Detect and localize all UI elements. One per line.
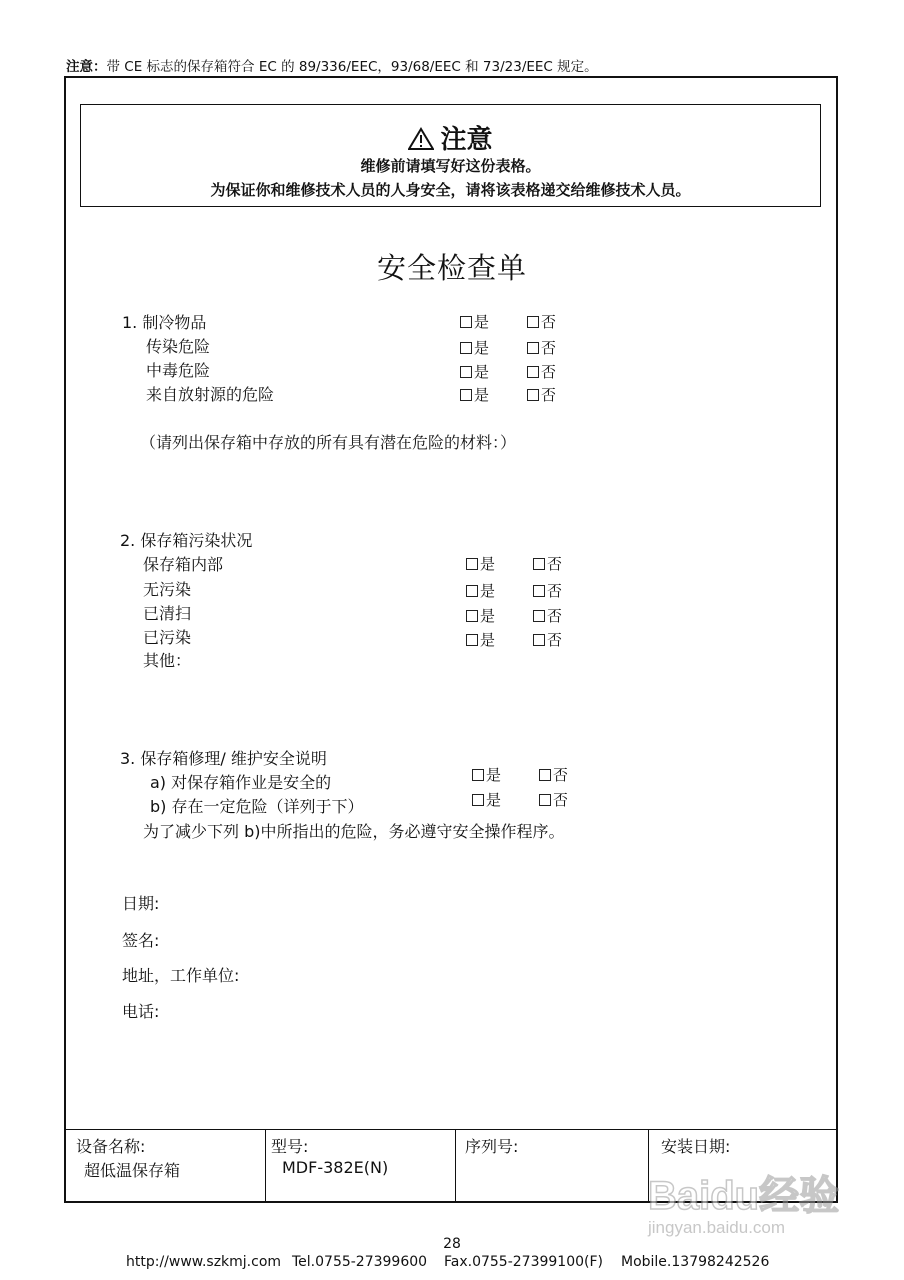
s2-yes-1[interactable]: 是	[466, 580, 495, 601]
s3-no-b[interactable]: 否	[539, 789, 568, 810]
section1-item-poison: 中毒危险	[146, 361, 211, 380]
device-name-label: 设备名称:	[76, 1137, 146, 1156]
serial-label[interactable]: 序列号:	[465, 1137, 519, 1156]
s1-yes-3[interactable]: 是	[460, 384, 489, 405]
s3-yes-a[interactable]: 是	[472, 764, 501, 785]
checkbox-icon	[466, 585, 478, 597]
checkbox-icon	[533, 610, 545, 622]
address-field[interactable]: 地址，工作单位:	[122, 966, 240, 985]
checkbox-icon	[539, 794, 551, 806]
top-note-text: 带 CE 标志的保存箱符合 EC 的 89/336/EEC，93/68/EEC 和 73/23/EEC 规定。	[106, 59, 598, 75]
checkbox-icon	[460, 342, 472, 354]
checkbox-icon	[466, 634, 478, 646]
s2-yes-2[interactable]: 是	[466, 605, 495, 626]
warning-title-row	[81, 119, 820, 156]
checkbox-icon	[533, 585, 545, 597]
s3-no-a[interactable]: 否	[539, 764, 568, 785]
checkbox-icon	[539, 769, 551, 781]
section3-note: 为了减少下列 b)中所指出的危险，务必遵守安全操作程序。	[143, 822, 565, 841]
checkbox-icon	[527, 366, 539, 378]
section2-item-clean: 无污染	[143, 580, 192, 599]
warning-box	[80, 104, 821, 207]
contact-tel: Tel.0755-27399600	[292, 1254, 428, 1270]
model-label: 型号:	[271, 1137, 309, 1156]
checkbox-icon	[533, 634, 545, 646]
s2-yes-3[interactable]: 是	[466, 629, 495, 650]
section2-other: 其他：	[143, 651, 192, 670]
s2-no-3[interactable]: 否	[533, 629, 562, 650]
s2-no-0[interactable]: 否	[533, 553, 562, 574]
warning-triangle-icon	[408, 127, 434, 151]
section1-heading: 1. 制冷物品	[122, 313, 207, 332]
checkbox-icon	[527, 316, 539, 328]
warning-title: 注意	[440, 125, 493, 155]
checkbox-icon	[472, 794, 484, 806]
phone-field[interactable]: 电话:	[122, 1002, 160, 1021]
s3-yes-b[interactable]: 是	[472, 789, 501, 810]
page-number: 28	[443, 1236, 461, 1252]
table-divider	[455, 1130, 456, 1203]
checkbox-icon	[466, 610, 478, 622]
contact-fax: Fax.0755-27399100(F)	[444, 1254, 603, 1270]
section2-item-cleaned: 已清扫	[143, 604, 192, 623]
date-field[interactable]: 日期:	[122, 894, 160, 913]
checkbox-icon	[460, 366, 472, 378]
section1-item-radiation: 来自放射源的危险	[146, 385, 275, 404]
s1-yes-2[interactable]: 是	[460, 361, 489, 382]
section3-item-a: a) 对保存箱作业是安全的	[150, 773, 332, 792]
top-note-label: 注意：	[66, 59, 107, 75]
s1-no-1[interactable]: 否	[527, 337, 556, 358]
warning-line-2: 为保证你和维修技术人员的人身安全，请将该表格递交给维修技术人员。	[210, 181, 691, 199]
install-date-label[interactable]: 安装日期:	[661, 1137, 731, 1156]
checkbox-icon	[460, 389, 472, 401]
section2-item-contaminated: 已污染	[143, 628, 192, 647]
s2-yes-0[interactable]: 是	[466, 553, 495, 574]
s1-no-3[interactable]: 否	[527, 384, 556, 405]
checkbox-icon	[527, 389, 539, 401]
checkbox-icon	[460, 316, 472, 328]
top-note	[66, 55, 598, 75]
form-title: 安全检查单	[376, 251, 527, 285]
section2-heading: 2. 保存箱污染状况	[120, 531, 253, 550]
signature-field[interactable]: 签名:	[122, 931, 160, 950]
watermark-url: jingyan.baidu.com	[648, 1218, 786, 1237]
contact-mobile: Mobile.13798242526	[621, 1254, 770, 1270]
checkbox-icon	[527, 342, 539, 354]
checkbox-icon	[472, 769, 484, 781]
s2-no-1[interactable]: 否	[533, 580, 562, 601]
s1-no-0[interactable]: 否	[527, 311, 556, 332]
section1-item-infection: 传染危险	[146, 337, 211, 356]
section3-heading: 3. 保存箱修理/ 维护安全说明	[120, 749, 327, 768]
watermark-brand: Baidu经验	[648, 1174, 840, 1218]
section3-item-b: b) 存在一定危险（详列于下）	[150, 797, 364, 816]
s1-no-2[interactable]: 否	[527, 361, 556, 382]
model-value: MDF-382E(N)	[282, 1158, 389, 1177]
device-name-value: 超低温保存箱	[84, 1161, 181, 1180]
section2-item-interior: 保存箱内部	[143, 555, 224, 574]
checkbox-icon	[533, 558, 545, 570]
contact-url[interactable]: http://www.szkmj.com	[126, 1254, 282, 1270]
s1-yes-1[interactable]: 是	[460, 337, 489, 358]
warning-line-1: 维修前请填写好这份表格。	[360, 157, 541, 175]
section1-note: （请列出保存箱中存放的所有具有潜在危险的材料：）	[140, 433, 517, 452]
checkbox-icon	[466, 558, 478, 570]
s2-no-2[interactable]: 否	[533, 605, 562, 626]
table-divider	[265, 1130, 266, 1203]
s1-yes-0[interactable]: 是	[460, 311, 489, 332]
